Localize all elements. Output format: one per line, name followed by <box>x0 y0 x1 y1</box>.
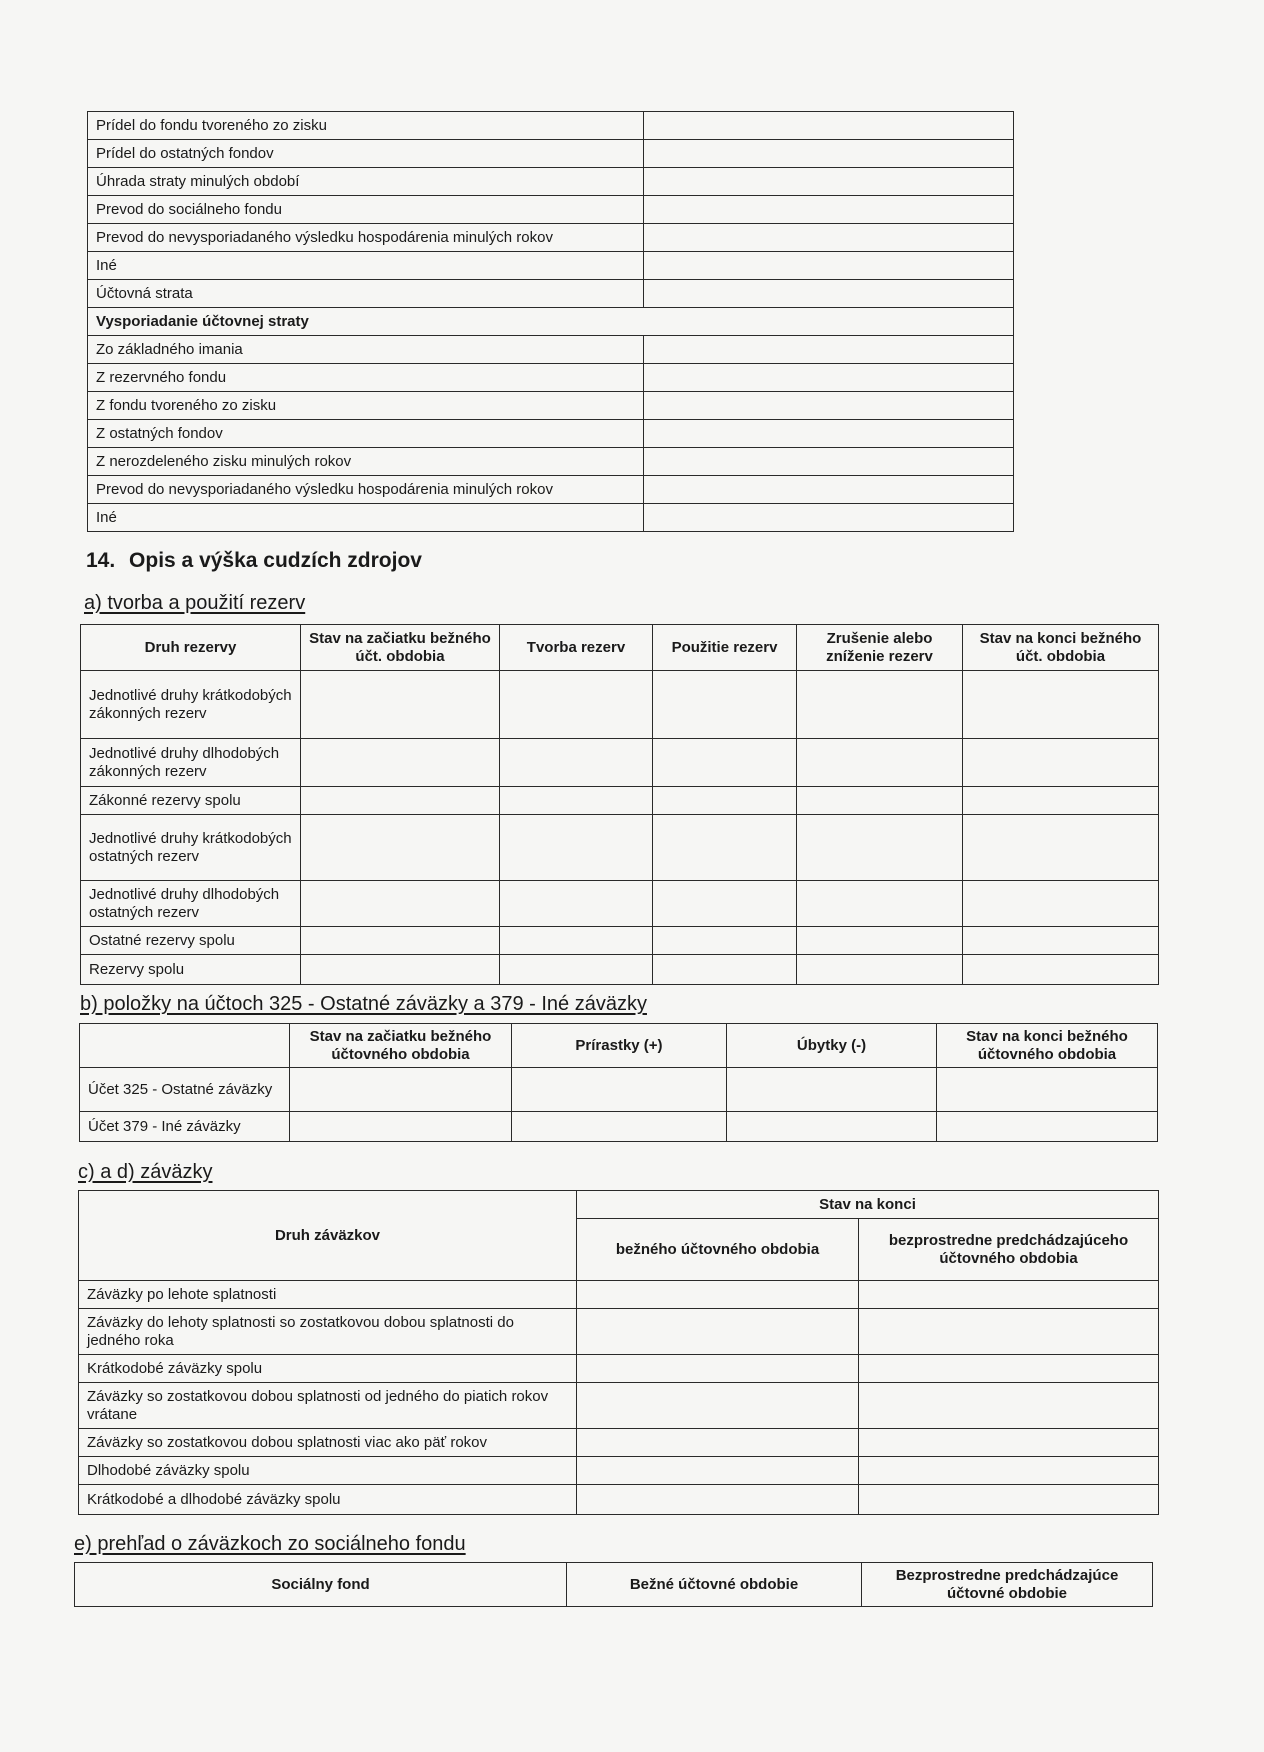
row-label: Krátkodobé a dlhodobé záväzky spolu <box>79 1485 577 1515</box>
value-cell <box>644 364 1014 392</box>
value-cell <box>644 448 1014 476</box>
section-title: Opis a výška cudzích zdrojov <box>129 549 422 572</box>
col-header: Stav na konci bežného účtovného obdobia <box>937 1024 1158 1068</box>
row-label: Prevod do nevysporiadaného výsledku hospodárenia minulých rokov <box>88 476 644 504</box>
value-cell <box>644 196 1014 224</box>
col-header: Tvorba rezerv <box>500 625 653 671</box>
row-label: Záväzky so zostatkovou dobou splatnosti viac ako päť rokov <box>79 1429 577 1457</box>
liabilities-table <box>78 1190 1159 1515</box>
value-cell <box>644 420 1014 448</box>
row-label: Jednotlivé druhy krátkodobých zákonných rezerv <box>81 671 301 739</box>
value-cell <box>644 112 1014 140</box>
row-label: Prevod do nevysporiadaného výsledku hospodárenia minulých rokov <box>88 224 644 252</box>
row-label: Zo základného imania <box>88 336 644 364</box>
section-14-heading <box>86 549 422 573</box>
value-cell <box>644 224 1014 252</box>
row-label: Ostatné rezervy spolu <box>81 927 301 955</box>
value-cell <box>644 476 1014 504</box>
reserves-table <box>80 624 1159 985</box>
row-label: Zákonné rezervy spolu <box>81 787 301 815</box>
subsection-b-title: b) položky na účtoch 325 - Ostatné záväzky a 379 - Iné záväzky <box>80 993 647 1015</box>
row-label: Rezervy spolu <box>81 955 301 985</box>
subsection-e-title: e) prehľad o záväzkoch zo sociálneho fondu <box>74 1533 466 1555</box>
row-label: Z nerozdeleného zisku minulých rokov <box>88 448 644 476</box>
section-number: 14. <box>86 549 116 572</box>
row-label: Z fondu tvoreného zo zisku <box>88 392 644 420</box>
row-label: Prídel do ostatných fondov <box>88 140 644 168</box>
value-cell <box>644 392 1014 420</box>
col-header: Stav na konci bežného účt. obdobia <box>963 625 1159 671</box>
value-cell <box>644 336 1014 364</box>
row-label: Jednotlivé druhy dlhodobých ostatných rezerv <box>81 881 301 927</box>
value-cell <box>644 168 1014 196</box>
row-label: Dlhodobé záväzky spolu <box>79 1457 577 1485</box>
row-label: Z rezervného fondu <box>88 364 644 392</box>
accounts-325-379-table <box>79 1023 1158 1142</box>
col-group-header: Stav na konci <box>577 1191 1159 1219</box>
col-header: Stav na začiatku bežného účt. obdobia <box>301 625 500 671</box>
row-label: Záväzky do lehoty splatnosti so zostatkovou dobou splatnosti do jedného roka <box>79 1309 577 1355</box>
col-header: Stav na začiatku bežného účtovného obdobia <box>290 1024 512 1068</box>
col-header: Bezprostredne predchádzajúce účtovné obdobie <box>862 1563 1153 1607</box>
col-header: Druh záväzkov <box>79 1191 577 1281</box>
col-header: Druh rezervy <box>81 625 301 671</box>
col-header: Zrušenie alebo zníženie rezerv <box>797 625 963 671</box>
col-header <box>80 1024 290 1068</box>
col-header: Použitie rezerv <box>653 625 797 671</box>
col-header: Prírastky (+) <box>512 1024 727 1068</box>
value-cell <box>644 140 1014 168</box>
section-header-row: Vysporiadanie účtovnej straty <box>88 308 1014 336</box>
col-header: bezprostredne predchádzajúceho účtovného obdobia <box>859 1219 1159 1281</box>
profit-distribution-table <box>87 111 1014 532</box>
subsection-cd-title: c) a d) záväzky <box>78 1161 213 1183</box>
row-label: Účet 325 - Ostatné záväzky <box>80 1068 290 1112</box>
row-label: Záväzky so zostatkovou dobou splatnosti od jedného do piatich rokov vrátane <box>79 1383 577 1429</box>
row-label: Úhrada straty minulých období <box>88 168 644 196</box>
row-label: Účtovná strata <box>88 280 644 308</box>
col-header: Úbytky (-) <box>727 1024 937 1068</box>
row-label: Účet 379 - Iné záväzky <box>80 1112 290 1142</box>
col-header: Bežné účtovné obdobie <box>567 1563 862 1607</box>
row-label: Prevod do sociálneho fondu <box>88 196 644 224</box>
row-label: Jednotlivé druhy krátkodobých ostatných rezerv <box>81 815 301 881</box>
row-label: Z ostatných fondov <box>88 420 644 448</box>
value-cell <box>644 280 1014 308</box>
row-label: Krátkodobé záväzky spolu <box>79 1355 577 1383</box>
col-header: Sociálny fond <box>75 1563 567 1607</box>
row-label: Záväzky po lehote splatnosti <box>79 1281 577 1309</box>
social-fund-table <box>74 1562 1153 1607</box>
row-label: Iné <box>88 252 644 280</box>
col-header: bežného účtovného obdobia <box>577 1219 859 1281</box>
row-label: Iné <box>88 504 644 532</box>
row-label: Prídel do fondu tvoreného zo zisku <box>88 112 644 140</box>
row-label: Jednotlivé druhy dlhodobých zákonných rezerv <box>81 739 301 787</box>
value-cell <box>644 504 1014 532</box>
subsection-a-title: a) tvorba a použití rezerv <box>84 592 306 614</box>
value-cell <box>644 252 1014 280</box>
